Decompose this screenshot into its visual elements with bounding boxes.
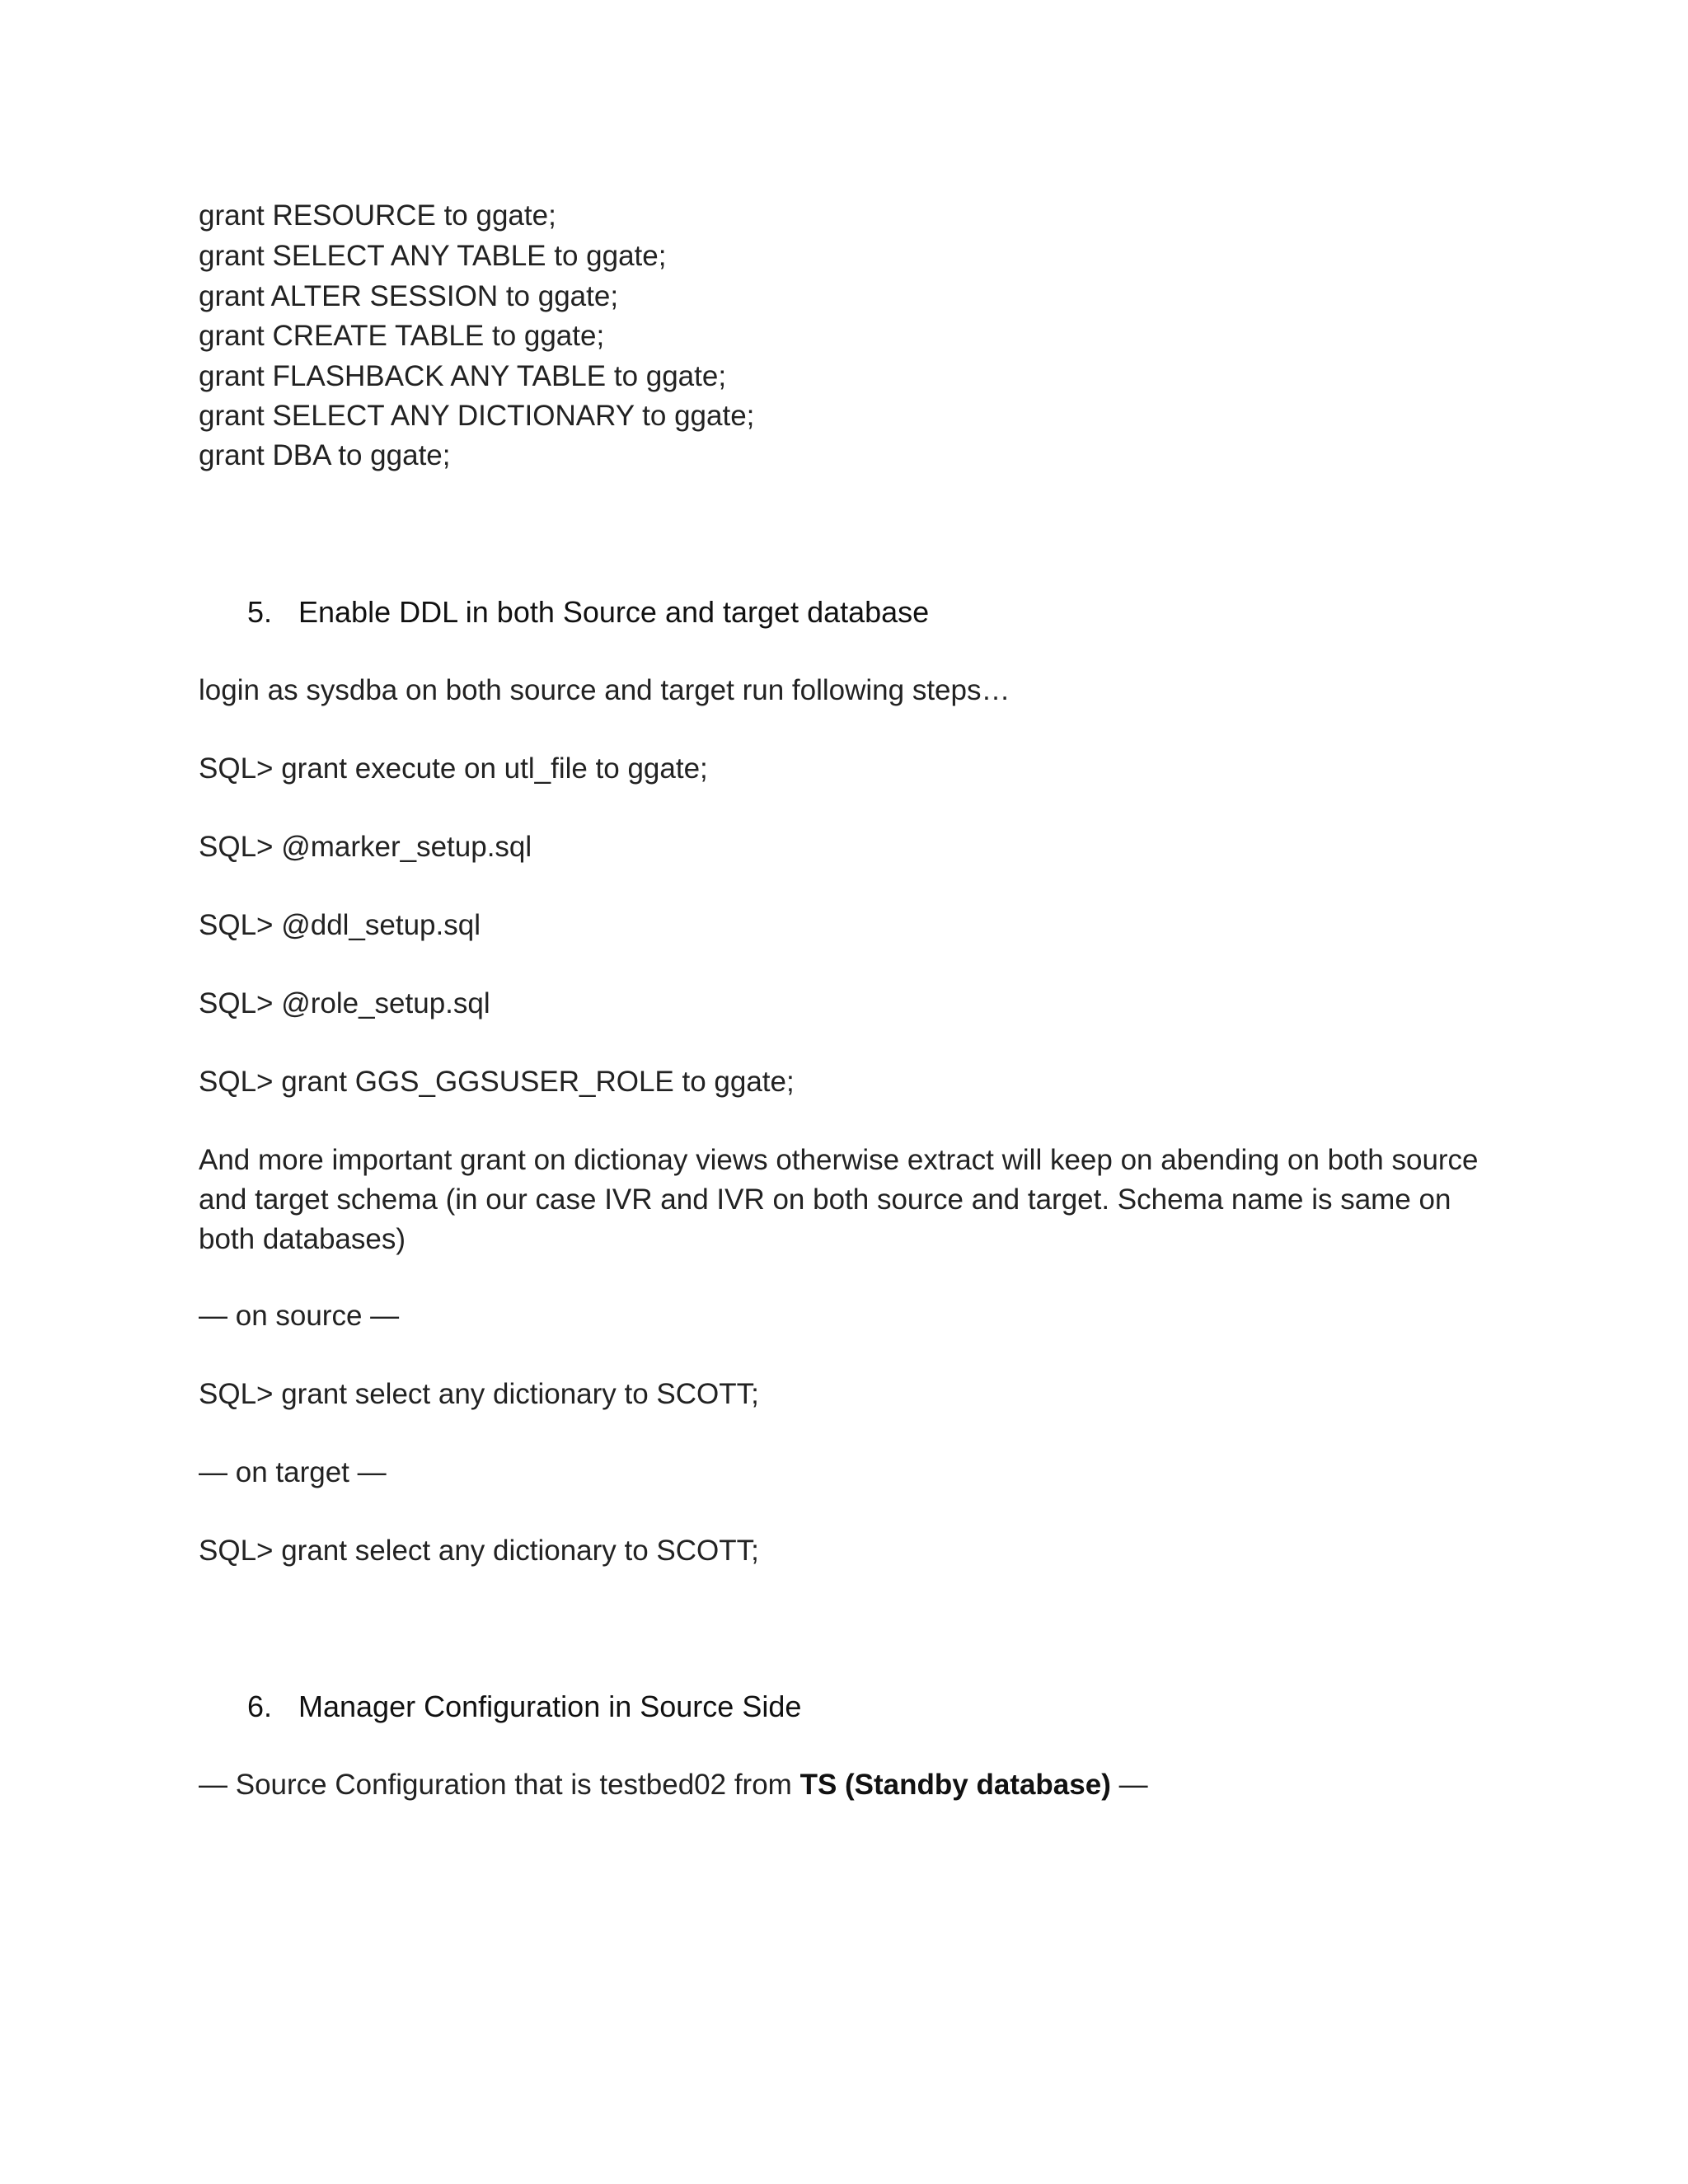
- grant-line: grant SELECT ANY DICTIONARY to ggate;: [199, 400, 755, 432]
- sql-command: SQL> @ddl_setup.sql: [199, 909, 481, 941]
- grant-line: grant CREATE TABLE to ggate;: [199, 320, 605, 352]
- sql-command: SQL> grant select any dictionary to SCOTT;: [199, 1535, 759, 1567]
- grant-line: grant SELECT ANY TABLE to ggate;: [199, 240, 667, 272]
- section-heading-5: [247, 593, 929, 631]
- source-config-line: [199, 1766, 1148, 1804]
- grant-line: grant ALTER SESSION to ggate;: [199, 280, 619, 312]
- grant-line: grant RESOURCE to ggate;: [199, 199, 556, 232]
- section-intro: login as sysdba on both source and target run following steps…: [199, 674, 1010, 706]
- section-number: 5.: [247, 595, 273, 629]
- section-title: Manager Configuration in Source Side: [298, 1690, 802, 1723]
- sql-command: SQL> grant GGS_GGSUSER_ROLE to ggate;: [199, 1066, 795, 1098]
- sql-command: SQL> grant select any dictionary to SCOTT;: [199, 1378, 759, 1410]
- source-config-suffix: —: [1110, 1769, 1148, 1801]
- sql-command: SQL> grant execute on utl_file to ggate;: [199, 752, 708, 785]
- source-label: — on source —: [199, 1300, 400, 1332]
- sql-command: SQL> @role_setup.sql: [199, 987, 490, 1019]
- section-title: Enable DDL in both Source and target database: [298, 595, 930, 629]
- section-number: 6.: [247, 1690, 273, 1723]
- source-config-bold: TS (Standby database): [799, 1769, 1111, 1801]
- grant-line: grant DBA to ggate;: [199, 439, 451, 471]
- section-heading-6: [247, 1688, 801, 1726]
- grant-line: grant FLASHBACK ANY TABLE to ggate;: [199, 360, 727, 392]
- note-paragraph: And more important grant on dictionay views otherwise extract will keep on abending on both source and target schema (in our case IVR and IVR on both source and target. Schema name is same on both databases): [199, 1144, 1479, 1255]
- source-config-prefix: — Source Configuration that is testbed02 from: [199, 1769, 800, 1801]
- sql-command: SQL> @marker_setup.sql: [199, 831, 532, 863]
- target-label: — on target —: [199, 1456, 387, 1488]
